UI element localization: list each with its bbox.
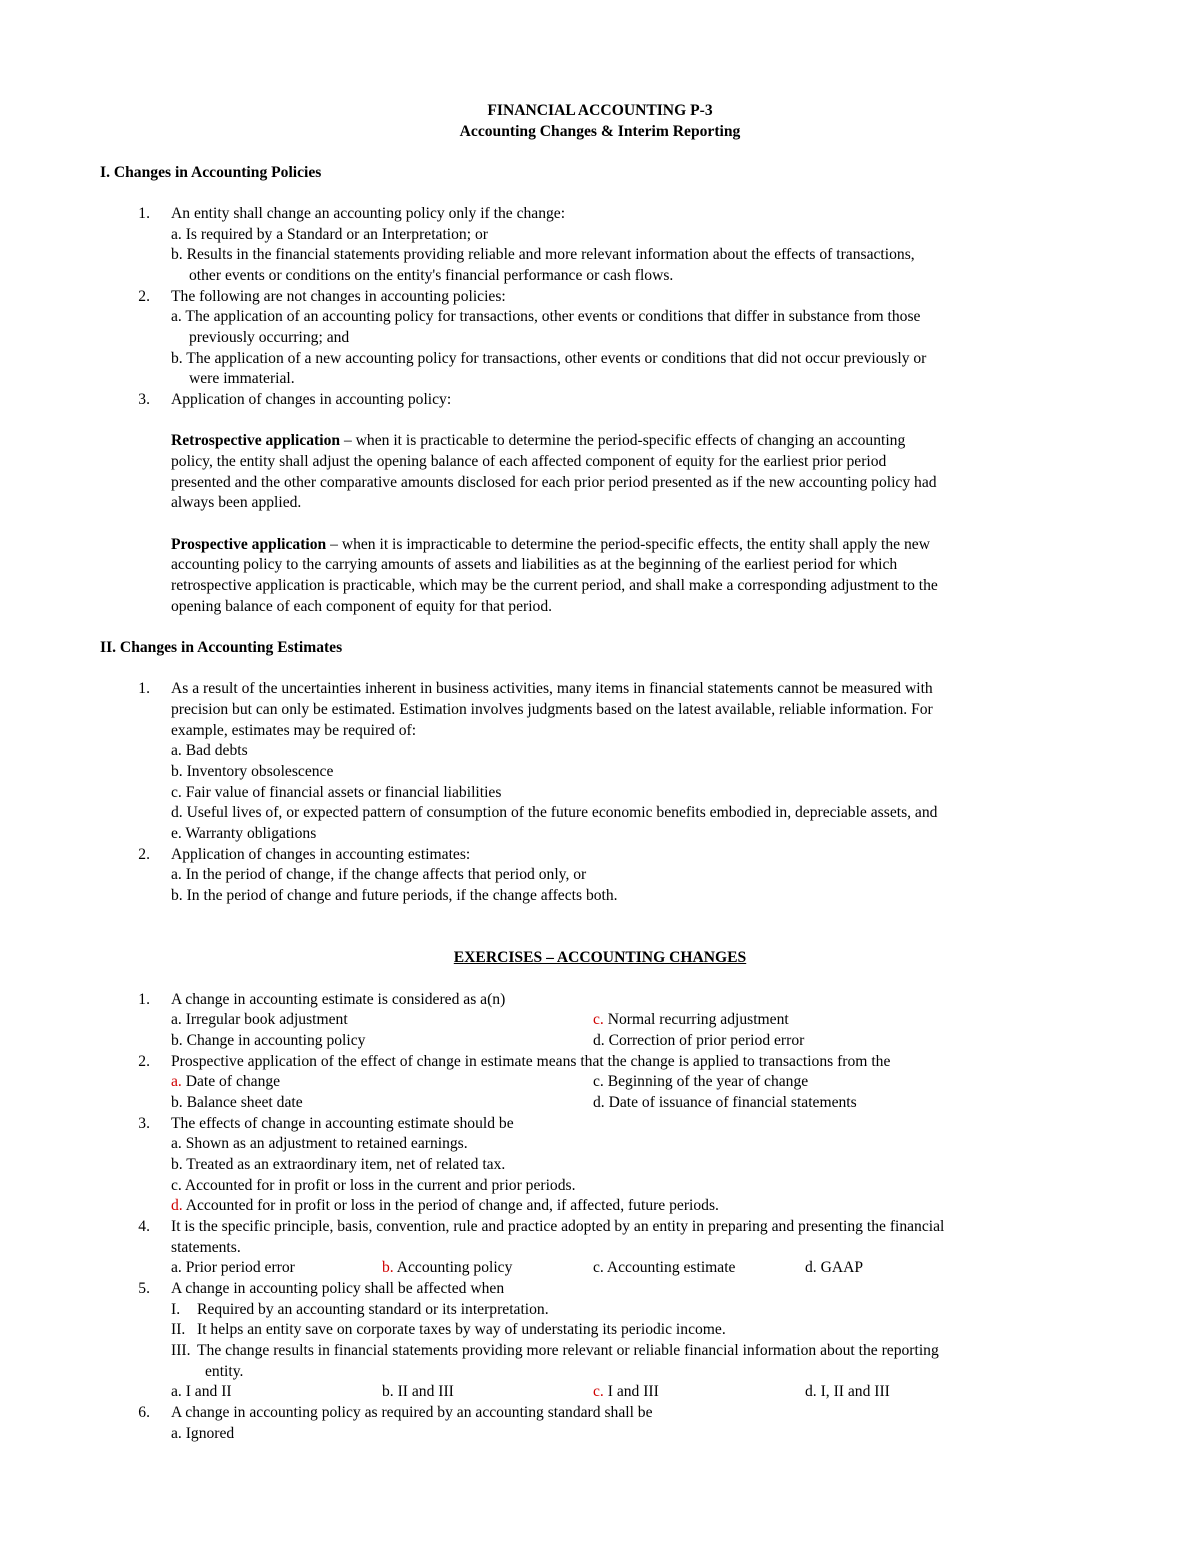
document-subtitle: Accounting Changes & Interim Reporting <box>459 123 741 140</box>
document-title: FINANCIAL ACCOUNTING P-3 <box>487 102 713 119</box>
choice-c: c. Accounted for in profit or loss in the current and prior periods. <box>171 1177 576 1194</box>
question-text: It is the specific principle, basis, convention, rule and practice adopted by an entity in preparing and presenting the financial <box>171 1218 945 1235</box>
section-heading-policies: I. Changes in Accounting Policies <box>100 164 322 181</box>
choice-a: a. Prior period error <box>171 1259 295 1276</box>
choice-c-answer <box>593 1010 789 1031</box>
list-subitem-continued: were immaterial. <box>189 370 295 387</box>
prospective-paragraph-line: retrospective application is practicable, which may be the current period, and shall make a corresponding adjustment to the <box>171 577 938 594</box>
list-number: 2. <box>138 288 150 305</box>
question-text: The effects of change in accounting estimate should be <box>171 1115 514 1132</box>
choice-a: a. Ignored <box>171 1425 235 1442</box>
choice-a: a. Shown as an adjustment to retained earnings. <box>171 1135 468 1152</box>
roman-numeral: I. <box>171 1301 181 1318</box>
answer-letter: a. <box>171 1073 182 1090</box>
list-item: Application of changes in accounting policy: <box>171 391 452 408</box>
roman-item: The change results in financial statements providing more relevant or reliable financial information about the reporting <box>197 1342 939 1359</box>
choice-a: a. I and II <box>171 1383 232 1400</box>
retrospective-paragraph-line: always been applied. <box>171 494 302 511</box>
list-subitem: b. The application of a new accounting policy for transactions, other events or conditions that did not occur previously or <box>171 350 927 367</box>
question-number: 1. <box>138 991 150 1008</box>
list-number: 3. <box>138 391 150 408</box>
list-number: 2. <box>138 846 150 863</box>
prospective-paragraph-line: opening balance of each component of equity for that period. <box>171 598 553 615</box>
choice-d-answer <box>171 1196 719 1217</box>
roman-item: Required by an accounting standard or its interpretation. <box>197 1301 549 1318</box>
choice-d: d. Date of issuance of financial statements <box>593 1094 857 1111</box>
prospective-paragraph-line: accounting policy to the carrying amounts of assets and liabilities as at the beginning of the earliest period for which <box>171 556 898 573</box>
list-subitem-continued: previously occurring; and <box>189 329 350 346</box>
choice-c-answer <box>593 1382 659 1403</box>
list-subitem: a. Is required by a Standard or an Interpretation; or <box>171 226 488 243</box>
roman-numeral: II. <box>171 1321 186 1338</box>
choice-b-answer <box>382 1258 512 1279</box>
exercises-heading: EXERCISES – ACCOUNTING CHANGES <box>453 949 747 966</box>
question-text: A change in accounting policy shall be affected when <box>171 1280 505 1297</box>
prospective-text: – when it is impracticable to determine the period-specific effects, the entity shall apply the new <box>326 536 930 553</box>
choice-d: d. GAAP <box>805 1259 864 1276</box>
question-text: A change in accounting policy as required by an accounting standard shall be <box>171 1404 653 1421</box>
choice-text: Normal recurring adjustment <box>603 1011 789 1028</box>
question-number: 5. <box>138 1280 150 1297</box>
choice-text: Date of change <box>181 1073 281 1090</box>
choice-c: c. Accounting estimate <box>593 1259 736 1276</box>
list-item-continued: precision but can only be estimated. Estimation involves judgments based on the latest available, reliable information. For <box>171 701 933 718</box>
choice-b: b. II and III <box>382 1383 454 1400</box>
roman-item: It helps an entity save on corporate taxes by way of understating its periodic income. <box>197 1321 726 1338</box>
answer-letter: b. <box>382 1259 394 1276</box>
choice-text: Accounting policy <box>393 1259 513 1276</box>
choice-b: b. Balance sheet date <box>171 1094 303 1111</box>
question-number: 2. <box>138 1053 150 1070</box>
list-item-continued: example, estimates may be required of: <box>171 722 417 739</box>
list-subitem: a. The application of an accounting policy for transactions, other events or conditions that differ in substance from those <box>171 308 921 325</box>
section-heading-estimates: II. Changes in Accounting Estimates <box>100 639 343 656</box>
list-item: The following are not changes in accounting policies: <box>171 288 506 305</box>
choice-text: Accounted for in profit or loss in the period of change and, if affected, future periods. <box>182 1197 719 1214</box>
list-subitem-continued: other events or conditions on the entity's financial performance or cash flows. <box>189 267 674 284</box>
question-number: 4. <box>138 1218 150 1235</box>
question-text-continued: statements. <box>171 1239 241 1256</box>
choice-a: a. Irregular book adjustment <box>171 1011 348 1028</box>
choice-a-answer <box>171 1072 280 1093</box>
list-subitem: a. Bad debts <box>171 742 248 759</box>
list-subitem: a. In the period of change, if the change affects that period only, or <box>171 866 587 883</box>
prospective-term: Prospective application <box>171 536 327 553</box>
choice-c: c. Beginning of the year of change <box>593 1073 809 1090</box>
question-number: 3. <box>138 1115 150 1132</box>
list-number: 1. <box>138 205 150 222</box>
roman-item-continued: entity. <box>205 1363 244 1380</box>
choice-b: b. Change in accounting policy <box>171 1032 366 1049</box>
question-text: Prospective application of the effect of change in estimate means that the change is applied to transactions from the <box>171 1053 891 1070</box>
answer-letter: d. <box>171 1197 183 1214</box>
list-subitem: e. Warranty obligations <box>171 825 317 842</box>
answer-letter: c. <box>593 1011 604 1028</box>
answer-letter: c. <box>593 1383 604 1400</box>
retrospective-paragraph-line: policy, the entity shall adjust the opening balance of each affected component of equity for the earliest prior period <box>171 453 887 470</box>
list-subitem: d. Useful lives of, or expected pattern of consumption of the future economic benefits embodied in, depreciable assets, and <box>171 804 938 821</box>
question-number: 6. <box>138 1404 150 1421</box>
choice-d: d. Correction of prior period error <box>593 1032 805 1049</box>
list-item: Application of changes in accounting estimates: <box>171 846 471 863</box>
choice-text: I and III <box>603 1383 659 1400</box>
retrospective-text: – when it is practicable to determine the period-specific effects of changing an accounting <box>340 432 906 449</box>
list-subitem: b. Inventory obsolescence <box>171 763 334 780</box>
list-subitem: b. In the period of change and future periods, if the change affects both. <box>171 887 618 904</box>
retrospective-term: Retrospective application <box>171 432 341 449</box>
retrospective-paragraph-line <box>171 431 905 452</box>
list-subitem: c. Fair value of financial assets or financial liabilities <box>171 784 502 801</box>
list-item: An entity shall change an accounting policy only if the change: <box>171 205 566 222</box>
list-item: As a result of the uncertainties inherent in business activities, many items in financial statements cannot be measured with <box>171 680 933 697</box>
prospective-paragraph-line <box>171 535 930 556</box>
choice-b: b. Treated as an extraordinary item, net of related tax. <box>171 1156 506 1173</box>
question-text: A change in accounting estimate is considered as a(n) <box>171 991 506 1008</box>
list-subitem: b. Results in the financial statements providing reliable and more relevant information about the effects of transactions, <box>171 246 915 263</box>
retrospective-paragraph-line: presented and the other comparative amounts disclosed for each prior period presented as if the new accounting policy had <box>171 474 937 491</box>
list-number: 1. <box>138 680 150 697</box>
roman-numeral: III. <box>171 1342 191 1359</box>
choice-d: d. I, II and III <box>805 1383 890 1400</box>
